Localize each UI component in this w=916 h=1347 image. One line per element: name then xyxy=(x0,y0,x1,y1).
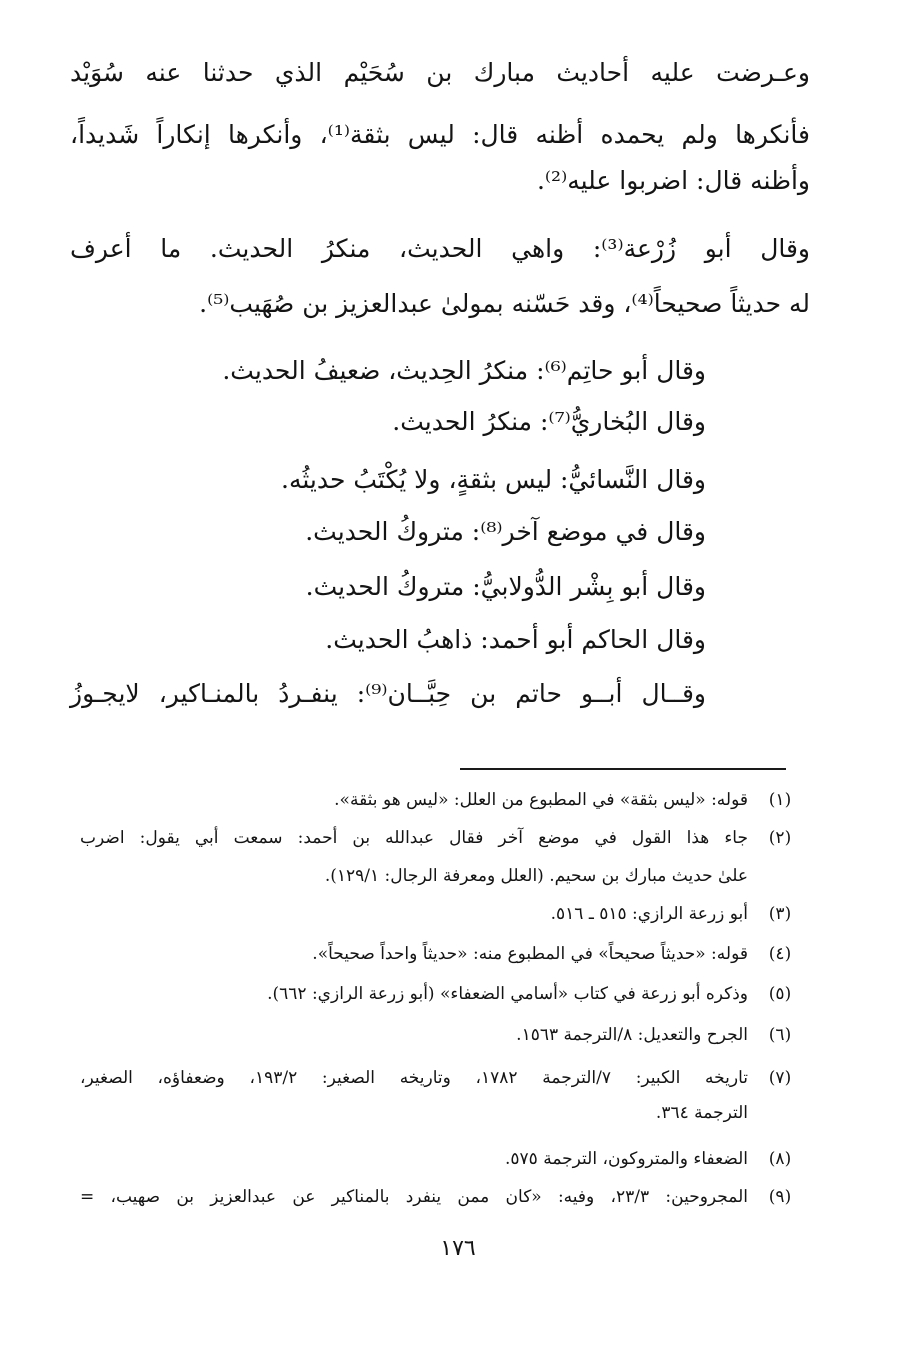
body-line: وقال في موضع آخر⁽⁸⁾: متروكُ الحديث. xyxy=(305,517,706,546)
footnote-text: أبو زرعة الرازي: ٥١٥ ـ ٥١٦. xyxy=(550,904,748,924)
footnote-text: وذكره أبو زرعة في كتاب «أسامي الضعفاء» (أبو زرعة الرازي: ٦٦٢). xyxy=(267,984,748,1004)
body-line: وقــال أبــو حاتم بن حِبَّــان⁽⁹⁾: ينفـردُ بالمنـاكير، لايجـوزُ xyxy=(70,679,706,708)
body-line: وقال أبو زُرْعة⁽³⁾: واهي الحديث، منكرُ الحديث. ما أعرف xyxy=(70,234,811,263)
footnote-separator xyxy=(460,768,786,770)
footnote-number: (١) xyxy=(768,790,792,810)
footnote-number: (٩) xyxy=(768,1187,792,1207)
footnote-text: المجروحين: ٢٣/٣، وفيه: «كان ممن ينفرد بالمناكير عن عبدالعزيز بن صهيب، = xyxy=(80,1187,748,1207)
footnote-text: جاء هذا القول في موضع آخر فقال عبدالله بن أحمد: سمعت أبي يقول: اضرب xyxy=(80,828,748,848)
footnote-number: (٨) xyxy=(768,1149,792,1169)
body-line: وقال النَّسائيُّ: ليس بثقةٍ، ولا يُكْتَبُ حديثُه. xyxy=(281,465,706,494)
body-line: وقال أبو بِشْر الدُّولابيُّ: متروكُ الحديث. xyxy=(305,572,706,601)
body-line: وعـرضت عليه أحاديث مبارك بن سُحَيْم الذي حدثنا عنه سُوَيْد xyxy=(70,58,810,87)
footnote-number: (٣) xyxy=(768,904,792,924)
footnote-text: علىٰ حديث مبارك بن سحيم. (العلل ومعرفة الرجال: ١٢٩/١). xyxy=(324,866,748,886)
footnote-number: (٦) xyxy=(768,1025,792,1045)
footnote-text: الترجمة ٣٦٤. xyxy=(655,1103,748,1123)
body-line: وقال البُخاريُّ⁽⁷⁾: منكرُ الحديث. xyxy=(392,407,706,436)
footnote-number: (٧) xyxy=(768,1068,792,1088)
body-line: وقال أبو حاتِم⁽⁶⁾: منكرُ الحِديث، ضعيفُ الحديث. xyxy=(222,356,706,385)
body-line: فأنكرها ولم يحمده أظنه قال: ليس بثقة⁽¹⁾، وأنكرها إنكاراً شَديداً، xyxy=(70,120,810,149)
body-line: وأظنه قال: اضربوا عليه⁽²⁾. xyxy=(536,166,810,195)
footnote-text: قوله: «ليس بثقة» في المطبوع من العلل: «ليس هو بثقة». xyxy=(334,790,748,810)
body-line: وقال الحاكم أبو أحمد: ذاهبُ الحديث. xyxy=(325,625,706,654)
footnote-number: (٢) xyxy=(768,828,792,848)
footnote-text: قوله: «حديثاً صحيحاً» في المطبوع منه: «حديثاً واحداً صحيحاً». xyxy=(312,944,748,964)
footnote-number: (٥) xyxy=(768,984,792,1004)
footnote-text: الجرح والتعديل: ٨/الترجمة ١٥٦٣. xyxy=(516,1025,748,1045)
page-number: ١٧٦ xyxy=(440,1236,476,1261)
body-line: له حديثاً صحيحاً⁽⁴⁾، وقد حَسّنه بمولىٰ عبدالعزيز بن صُهَيب⁽⁵⁾. xyxy=(199,289,810,318)
footnote-number: (٤) xyxy=(768,944,792,964)
footnote-text: الضعفاء والمتروكون، الترجمة ٥٧٥. xyxy=(504,1149,748,1169)
footnote-text: تاريخه الكبير: ٧/الترجمة ١٧٨٢، وتاريخه الصغير: ١٩٣/٢، وضعفاؤه، الصغير، xyxy=(80,1068,748,1088)
